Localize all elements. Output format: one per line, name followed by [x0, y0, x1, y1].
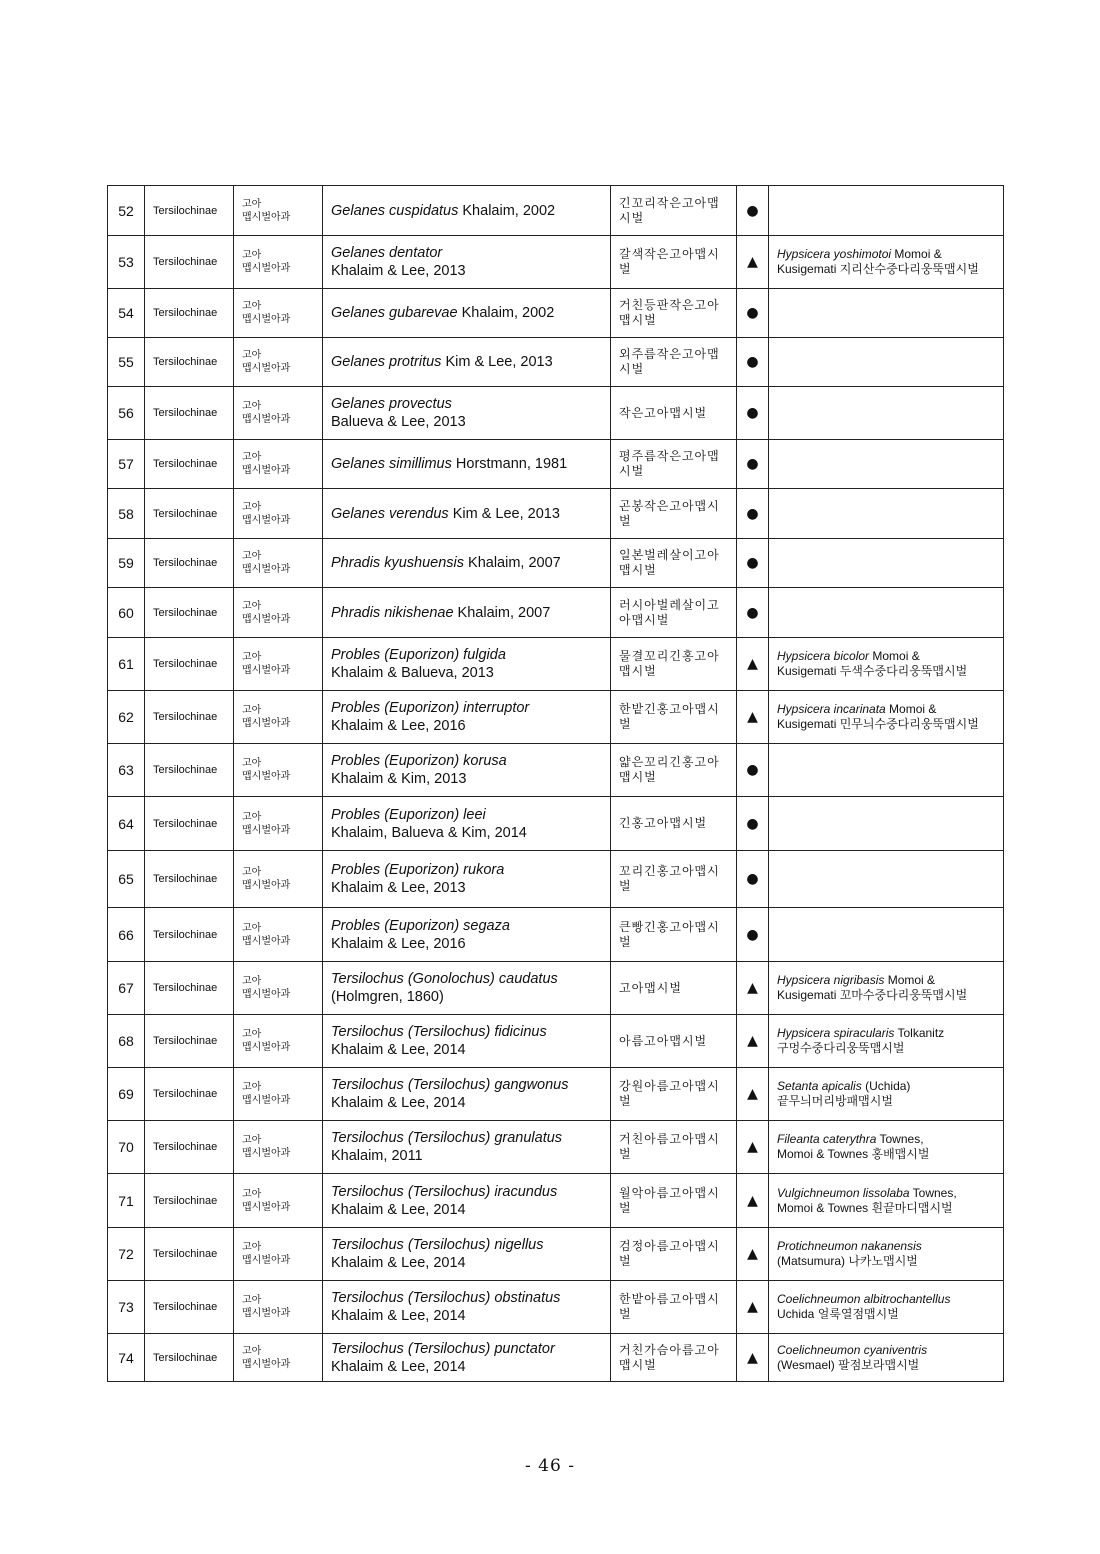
status-mark: ● — [737, 588, 769, 638]
table-row — [108, 1121, 1004, 1174]
species-name-cell — [323, 744, 611, 797]
scientific-name: Probles (Euporizon) leei — [331, 806, 486, 823]
korean-subfamily: 고아 맵시벌아과 — [234, 289, 323, 338]
host-cell — [769, 387, 1004, 440]
subfamily: Tersilochinae — [145, 186, 234, 236]
species-name-cell — [323, 691, 611, 744]
subfamily: Tersilochinae — [145, 962, 234, 1015]
subfamily: Tersilochinae — [145, 1174, 234, 1228]
subfamily: Tersilochinae — [145, 588, 234, 638]
korean-name: 작은고아맵시벌 — [611, 387, 737, 440]
host-cell — [769, 440, 1004, 489]
korean-name: 러시아벌레살이고아맵시벌 — [611, 588, 737, 638]
status-mark: ▲ — [737, 691, 769, 744]
author-citation-line: Khalaim & Lee, 2014 — [331, 1042, 466, 1058]
korean-subfamily: 고아 맵시벌아과 — [234, 1334, 323, 1382]
korean-name: 월악아름고아맵시벌 — [611, 1174, 737, 1228]
subfamily: Tersilochinae — [145, 440, 234, 489]
scientific-name: Gelanes verendus — [331, 505, 449, 522]
row-number: 55 — [108, 338, 145, 387]
korean-subfamily: 고아 맵시벌아과 — [234, 186, 323, 236]
table-row — [108, 338, 1004, 387]
page-number: - 46 - — [525, 1456, 575, 1476]
host-scientific-name: Coelichneumon albitrochantellus — [777, 1292, 951, 1306]
table-row — [108, 1174, 1004, 1228]
korean-name: 한밭긴홍고아맵시벌 — [611, 691, 737, 744]
row-number: 64 — [108, 797, 145, 851]
status-mark: ▲ — [737, 1068, 769, 1121]
table-row — [108, 588, 1004, 638]
korean-subfamily: 고아 맵시벌아과 — [234, 851, 323, 908]
status-mark: ● — [737, 797, 769, 851]
host-cell — [769, 489, 1004, 539]
korean-name: 검정아름고아맵시벌 — [611, 1228, 737, 1281]
host-common-name: Kusigemati 꼬마수중다리웅뚝맵시벌 — [777, 988, 968, 1002]
host-cell — [769, 588, 1004, 638]
table-row — [108, 1228, 1004, 1281]
scientific-name: Phradis nikishenae — [331, 604, 454, 621]
host-cell — [769, 1334, 1004, 1382]
subfamily: Tersilochinae — [145, 1068, 234, 1121]
subfamily: Tersilochinae — [145, 539, 234, 588]
host-common-name: 끝무늬머리방패맵시벌 — [777, 1094, 893, 1108]
table-row — [108, 638, 1004, 691]
scientific-name: Tersilochus (Tersilochus) nigellus — [331, 1237, 544, 1253]
korean-subfamily: 고아 맵시벌아과 — [234, 962, 323, 1015]
table-row — [108, 1281, 1004, 1334]
korean-name: 외주름작은고아맵시벌 — [611, 338, 737, 387]
row-number: 65 — [108, 851, 145, 908]
row-number: 71 — [108, 1174, 145, 1228]
row-number: 57 — [108, 440, 145, 489]
korean-subfamily: 고아 맵시벌아과 — [234, 539, 323, 588]
subfamily: Tersilochinae — [145, 908, 234, 962]
author-citation-line: Khalaim & Lee, 2014 — [331, 1095, 466, 1111]
korean-name: 얇은꼬리긴홍고아맵시벌 — [611, 744, 737, 797]
subfamily: Tersilochinae — [145, 797, 234, 851]
korean-subfamily: 고아 맵시벌아과 — [234, 1281, 323, 1334]
author-citation-line: Khalaim, Balueva & Kim, 2014 — [331, 824, 527, 841]
subfamily: Tersilochinae — [145, 1228, 234, 1281]
table-row — [108, 908, 1004, 962]
table-row — [108, 797, 1004, 851]
subfamily: Tersilochinae — [145, 289, 234, 338]
author-citation-line: Khalaim & Lee, 2013 — [331, 263, 466, 279]
korean-name: 거친아름고아맵시벌 — [611, 1121, 737, 1174]
korean-subfamily: 고아 맵시벌아과 — [234, 908, 323, 962]
scientific-name: Probles (Euporizon) interruptor — [331, 700, 530, 716]
status-mark: ▲ — [737, 962, 769, 1015]
scientific-name: Tersilochus (Tersilochus) punctator — [331, 1340, 555, 1357]
host-scientific-name: Hypsicera nigribasis — [777, 973, 885, 987]
host-common-name: Uchida 얼룩열점맵시벌 — [777, 1307, 899, 1321]
row-number: 60 — [108, 588, 145, 638]
host-scientific-name: Coelichneumon cyaniventris — [777, 1342, 928, 1357]
korean-subfamily: 고아 맵시벌아과 — [234, 797, 323, 851]
host-author: Townes, — [909, 1185, 957, 1200]
korean-subfamily: 고아 맵시벌아과 — [234, 440, 323, 489]
host-cell — [769, 851, 1004, 908]
row-number: 54 — [108, 289, 145, 338]
scientific-name: Tersilochus (Tersilochus) obstinatus — [331, 1290, 561, 1306]
author-citation-line: Khalaim, 2011 — [331, 1148, 423, 1164]
species-name-cell — [323, 236, 611, 289]
status-mark: ▲ — [737, 638, 769, 691]
species-name-cell — [323, 638, 611, 691]
status-mark: ▲ — [737, 1015, 769, 1068]
subfamily: Tersilochinae — [145, 1015, 234, 1068]
host-cell — [769, 1068, 1004, 1121]
status-mark: ● — [737, 338, 769, 387]
host-cell — [769, 962, 1004, 1015]
korean-subfamily: 고아 맵시벌아과 — [234, 588, 323, 638]
row-number: 66 — [108, 908, 145, 962]
species-name-cell — [323, 588, 611, 638]
korean-subfamily: 고아 맵시벌아과 — [234, 1015, 323, 1068]
korean-subfamily: 고아 맵시벌아과 — [234, 691, 323, 744]
author-citation-line: (Holmgren, 1860) — [331, 989, 444, 1005]
species-name-cell — [323, 797, 611, 851]
status-mark: ▲ — [737, 1334, 769, 1382]
author-citation-line: Khalaim & Lee, 2014 — [331, 1255, 466, 1271]
species-name-cell — [323, 1281, 611, 1334]
host-scientific-name: Hypsicera incarinata — [777, 702, 886, 716]
subfamily: Tersilochinae — [145, 387, 234, 440]
author-citation-line: Balueva & Lee, 2013 — [331, 414, 466, 430]
subfamily: Tersilochinae — [145, 236, 234, 289]
species-name-cell — [323, 1334, 611, 1382]
table-row — [108, 1068, 1004, 1121]
host-author: (Uchida) — [861, 1079, 911, 1093]
korean-name: 한밭아름고아맵시벌 — [611, 1281, 737, 1334]
scientific-name: Gelanes protritus — [331, 354, 442, 370]
scientific-name: Gelanes dentator — [331, 245, 443, 261]
subfamily: Tersilochinae — [145, 1281, 234, 1334]
host-cell — [769, 186, 1004, 236]
scientific-name: Probles (Euporizon) fulgida — [331, 647, 506, 663]
author-citation: Khalaim, 2007 — [453, 604, 551, 621]
scientific-name: Tersilochus (Tersilochus) fidicinus — [331, 1024, 547, 1040]
row-number: 72 — [108, 1228, 145, 1281]
scientific-name: Gelanes cuspidatus — [331, 202, 459, 219]
row-number: 63 — [108, 744, 145, 797]
scientific-name: Phradis kyushuensis — [331, 555, 464, 571]
host-cell — [769, 1121, 1004, 1174]
row-number: 67 — [108, 962, 145, 1015]
table-row — [108, 440, 1004, 489]
table-row — [108, 691, 1004, 744]
row-number: 61 — [108, 638, 145, 691]
author-citation-line: Khalaim & Lee, 2016 — [331, 718, 466, 734]
species-name-cell — [323, 186, 611, 236]
korean-subfamily: 고아 맵시벌아과 — [234, 338, 323, 387]
host-cell — [769, 338, 1004, 387]
species-name-cell — [323, 1174, 611, 1228]
species-table — [107, 185, 1004, 1382]
author-citation-line: Khalaim & Balueva, 2013 — [331, 665, 494, 681]
scientific-name: Tersilochus (Gonolochus) caudatus — [331, 971, 558, 987]
korean-name: 일본벌레살이고아맵시벌 — [611, 539, 737, 588]
status-mark: ● — [737, 851, 769, 908]
status-mark: ● — [737, 440, 769, 489]
author-citation: Kim & Lee, 2013 — [448, 505, 560, 522]
row-number: 69 — [108, 1068, 145, 1121]
host-common-name: Kusigemati 지리산수중다리웅뚝맵시벌 — [777, 262, 979, 276]
host-cell — [769, 1174, 1004, 1228]
status-mark: ● — [737, 289, 769, 338]
host-cell — [769, 289, 1004, 338]
table-row — [108, 289, 1004, 338]
host-common-name: Kusigemati 두색수중다리웅뚝맵시벌 — [777, 664, 968, 678]
author-citation: Kim & Lee, 2013 — [441, 354, 553, 370]
host-author: Townes, — [876, 1132, 924, 1146]
row-number: 59 — [108, 539, 145, 588]
host-cell — [769, 539, 1004, 588]
host-common-name: Kusigemati 민무늬수중다리웅뚝맵시벌 — [777, 717, 979, 731]
host-common-name: Momoi & Townes 흰끝마디맵시벌 — [777, 1200, 953, 1215]
species-name-cell — [323, 289, 611, 338]
host-cell — [769, 797, 1004, 851]
table-row — [108, 387, 1004, 440]
row-number: 74 — [108, 1334, 145, 1382]
scientific-name: Gelanes simillimus — [331, 456, 452, 472]
korean-name: 강원아름고아맵시벌 — [611, 1068, 737, 1121]
korean-subfamily: 고아 맵시벌아과 — [234, 489, 323, 539]
scientific-name: Tersilochus (Tersilochus) iracundus — [331, 1183, 558, 1200]
korean-subfamily: 고아 맵시벌아과 — [234, 744, 323, 797]
scientific-name: Gelanes gubarevae — [331, 305, 458, 321]
korean-name: 갈색작은고아맵시벌 — [611, 236, 737, 289]
species-name-cell — [323, 1228, 611, 1281]
korean-subfamily: 고아 맵시벌아과 — [234, 236, 323, 289]
subfamily: Tersilochinae — [145, 489, 234, 539]
row-number: 70 — [108, 1121, 145, 1174]
korean-name: 꼬리긴홍고아맵시벌 — [611, 851, 737, 908]
species-name-cell — [323, 1068, 611, 1121]
author-citation: Khalaim, 2002 — [457, 305, 555, 321]
author-citation-line: Khalaim & Lee, 2013 — [331, 880, 466, 896]
author-citation-line: Khalaim & Kim, 2013 — [331, 771, 467, 787]
species-table-body — [108, 186, 1004, 1382]
subfamily: Tersilochinae — [145, 1121, 234, 1174]
species-name-cell — [323, 962, 611, 1015]
host-common-name: (Wesmael) 팔점보라맵시벌 — [777, 1357, 920, 1372]
status-mark: ● — [737, 489, 769, 539]
species-name-cell — [323, 338, 611, 387]
korean-name: 긴꼬리작은고아맵시벌 — [611, 186, 737, 236]
subfamily: Tersilochinae — [145, 338, 234, 387]
subfamily: Tersilochinae — [145, 1334, 234, 1382]
row-number: 62 — [108, 691, 145, 744]
korean-name: 고아맵시벌 — [611, 962, 737, 1015]
species-name-cell — [323, 387, 611, 440]
scientific-name: Tersilochus (Tersilochus) granulatus — [331, 1130, 563, 1146]
table-row — [108, 1015, 1004, 1068]
status-mark: ● — [737, 908, 769, 962]
status-mark: ● — [737, 387, 769, 440]
scientific-name: Gelanes provectus — [331, 396, 452, 412]
author-citation: Horstmann, 1981 — [451, 456, 568, 472]
korean-subfamily: 고아 맵시벌아과 — [234, 638, 323, 691]
table-row — [108, 186, 1004, 236]
status-mark: ▲ — [737, 236, 769, 289]
row-number: 58 — [108, 489, 145, 539]
subfamily: Tersilochinae — [145, 851, 234, 908]
author-citation-line: Khalaim & Lee, 2014 — [331, 1308, 466, 1324]
scientific-name: Probles (Euporizon) rukora — [331, 862, 505, 878]
species-name-cell — [323, 539, 611, 588]
host-scientific-name: Hypsicera spiracularis — [777, 1026, 895, 1040]
table-row — [108, 236, 1004, 289]
korean-name: 거친등판작은고아맵시벌 — [611, 289, 737, 338]
author-citation-line: Khalaim & Lee, 2014 — [331, 1201, 466, 1218]
subfamily: Tersilochinae — [145, 638, 234, 691]
host-cell — [769, 908, 1004, 962]
table-row — [108, 539, 1004, 588]
korean-subfamily: 고아 맵시벌아과 — [234, 1068, 323, 1121]
host-scientific-name: Setanta apicalis — [777, 1079, 862, 1093]
author-citation-line: Khalaim & Lee, 2016 — [331, 935, 466, 952]
korean-name: 아름고아맵시벌 — [611, 1015, 737, 1068]
species-name-cell — [323, 1121, 611, 1174]
status-mark: ● — [737, 744, 769, 797]
host-common-name: (Matsumura) 나카노맵시벌 — [777, 1254, 918, 1268]
host-cell — [769, 1281, 1004, 1334]
table-row — [108, 851, 1004, 908]
host-cell — [769, 691, 1004, 744]
host-cell — [769, 744, 1004, 797]
host-scientific-name: Hypsicera bicolor — [777, 649, 870, 663]
status-mark: ▲ — [737, 1174, 769, 1228]
korean-name: 곤봉작은고아맵시벌 — [611, 489, 737, 539]
korean-subfamily: 고아 맵시벌아과 — [234, 1228, 323, 1281]
korean-subfamily: 고아 맵시벌아과 — [234, 387, 323, 440]
row-number: 68 — [108, 1015, 145, 1068]
species-name-cell — [323, 908, 611, 962]
row-number: 52 — [108, 186, 145, 236]
species-name-cell — [323, 489, 611, 539]
host-cell — [769, 1228, 1004, 1281]
scientific-name: Tersilochus (Tersilochus) gangwonus — [331, 1077, 569, 1093]
status-mark: ▲ — [737, 1121, 769, 1174]
species-name-cell — [323, 440, 611, 489]
host-common-name: Momoi & Townes 홍배맵시벌 — [777, 1147, 930, 1161]
host-scientific-name: Hypsicera yoshimotoi — [777, 247, 892, 261]
host-cell — [769, 1015, 1004, 1068]
status-mark: ▲ — [737, 1281, 769, 1334]
korean-name: 평주름작은고아맵시벌 — [611, 440, 737, 489]
status-mark: ▲ — [737, 1228, 769, 1281]
host-cell — [769, 236, 1004, 289]
host-cell — [769, 638, 1004, 691]
status-mark: ● — [737, 186, 769, 236]
scientific-name: Probles (Euporizon) korusa — [331, 753, 507, 769]
table-row — [108, 744, 1004, 797]
host-author: Momoi & — [869, 649, 920, 663]
host-author: Tolkanitz — [894, 1026, 945, 1040]
korean-subfamily: 고아 맵시벌아과 — [234, 1174, 323, 1228]
host-scientific-name: Fileanta caterythra — [777, 1132, 877, 1146]
row-number: 53 — [108, 236, 145, 289]
row-number: 56 — [108, 387, 145, 440]
species-name-cell — [323, 851, 611, 908]
author-citation: Khalaim, 2007 — [464, 555, 561, 571]
author-citation-line: Khalaim & Lee, 2014 — [331, 1358, 466, 1375]
korean-name: 큰빵긴홍고아맵시벌 — [611, 908, 737, 962]
subfamily: Tersilochinae — [145, 691, 234, 744]
row-number: 73 — [108, 1281, 145, 1334]
table-row — [108, 1334, 1004, 1382]
korean-name: 긴홍고아맵시벌 — [611, 797, 737, 851]
host-scientific-name: Protichneumon nakanensis — [777, 1239, 922, 1253]
table-row — [108, 489, 1004, 539]
host-scientific-name: Vulgichneumon lissolaba — [777, 1185, 910, 1200]
status-mark: ● — [737, 539, 769, 588]
korean-name: 거친가슴아름고아맵시벌 — [611, 1334, 737, 1382]
scientific-name: Probles (Euporizon) segaza — [331, 917, 510, 934]
korean-subfamily: 고아 맵시벌아과 — [234, 1121, 323, 1174]
subfamily: Tersilochinae — [145, 744, 234, 797]
korean-name: 물결꼬리긴홍고아맵시벌 — [611, 638, 737, 691]
species-name-cell — [323, 1015, 611, 1068]
host-author: Momoi & — [884, 973, 936, 987]
author-citation: Khalaim, 2002 — [458, 202, 556, 219]
host-common-name: 구멍수중다리웅뚝맵시벌 — [777, 1041, 905, 1055]
host-author: Momoi & — [891, 247, 942, 261]
host-author: Momoi & — [885, 702, 937, 716]
table-row — [108, 962, 1004, 1015]
